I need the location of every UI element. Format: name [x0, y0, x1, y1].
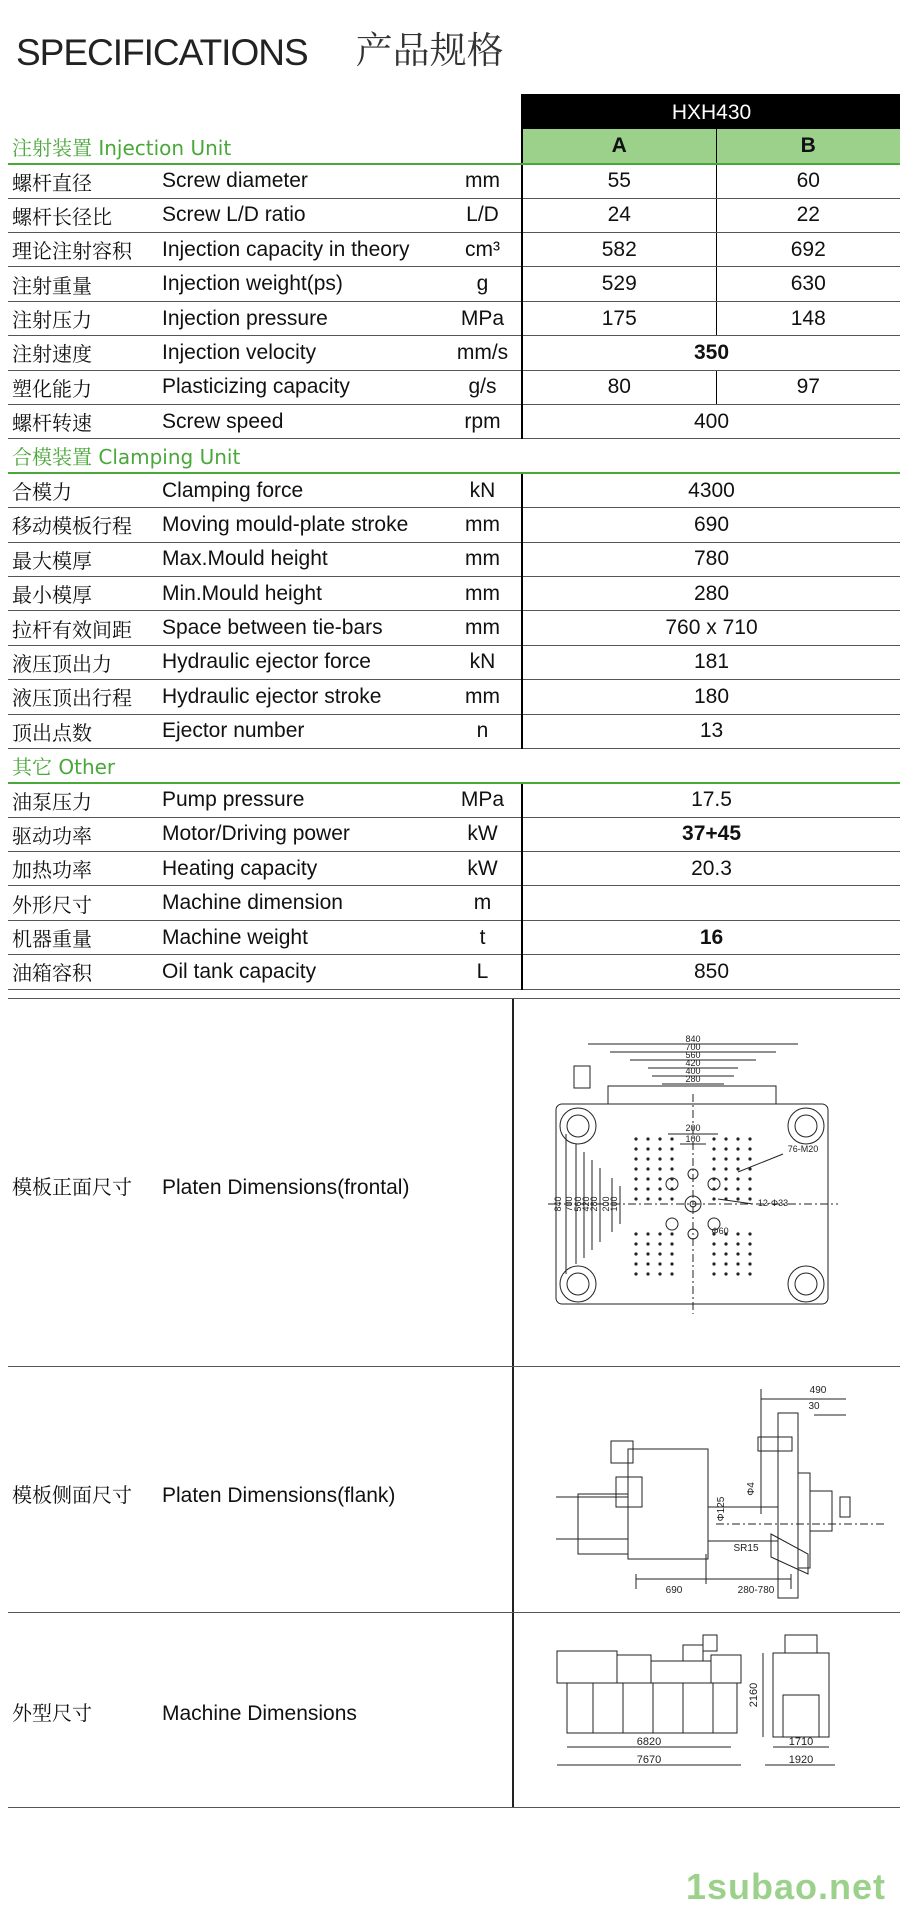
dim-280-780: 280-780 — [737, 1585, 775, 1596]
spec-unit: g — [444, 267, 522, 301]
spec-value-a: 55 — [522, 164, 716, 198]
spec-unit: t — [444, 920, 522, 954]
threaded-hole-dot — [748, 1272, 751, 1275]
threaded-hole-dot — [748, 1167, 751, 1170]
threaded-hole-dot — [736, 1187, 739, 1190]
dim-1710: 1710 — [788, 1736, 814, 1748]
spec-value: 780 — [522, 542, 900, 576]
column-b-header: B — [716, 129, 900, 163]
spec-name-cn: 螺杆转速 — [8, 405, 158, 439]
threaded-hole-dot — [670, 1197, 673, 1200]
spec-value-b: 22 — [716, 198, 900, 232]
threaded-hole-dot — [748, 1252, 751, 1255]
spec-name-en: Screw L/D ratio — [158, 198, 444, 232]
section-header — [8, 439, 900, 473]
dim-30: 30 — [808, 1401, 820, 1412]
spec-name-en: Heating capacity — [158, 852, 444, 886]
spec-value: 180 — [522, 680, 900, 714]
threaded-hole-dot — [658, 1232, 661, 1235]
spec-unit: mm — [444, 508, 522, 542]
spec-unit: kN — [444, 473, 522, 507]
spec-value: 350 — [522, 336, 900, 370]
threaded-hole-dot — [712, 1167, 715, 1170]
spec-value-a: 80 — [522, 370, 716, 404]
spec-value: 17.5 — [522, 783, 900, 817]
spec-name-en: Max.Mould height — [158, 542, 444, 576]
spec-table — [8, 94, 900, 990]
spec-name-cn: 螺杆直径 — [8, 164, 158, 198]
threaded-hole-dot — [712, 1242, 715, 1245]
spec-name-cn: 塑化能力 — [8, 370, 158, 404]
spec-name-cn: 顶出点数 — [8, 714, 158, 748]
spec-name-cn: 螺杆长径比 — [8, 198, 158, 232]
threaded-hole-dot — [634, 1232, 637, 1235]
table-row — [8, 817, 900, 851]
spec-value: 400 — [522, 405, 900, 439]
dim-840-left: 840 — [553, 1196, 563, 1212]
threaded-hole-dot — [646, 1197, 649, 1200]
threaded-hole-dot — [736, 1157, 739, 1160]
section-empty-cell — [522, 748, 900, 782]
spec-value: 690 — [522, 508, 900, 542]
spec-name-cn: 外形尺寸 — [8, 886, 158, 920]
threaded-hole-dot — [748, 1147, 751, 1150]
dim-100-top: 100 — [685, 1134, 701, 1144]
threaded-hole-dot — [724, 1167, 727, 1170]
dim-76-m20: 76-M20 — [787, 1144, 819, 1154]
spec-unit: mm — [444, 576, 522, 610]
spec-value: 13 — [522, 714, 900, 748]
dim-700-top: 700 — [685, 1042, 701, 1052]
dim-phi125: Φ125 — [716, 1496, 727, 1522]
model-name: HXH430 — [522, 95, 900, 129]
spec-name-en: Screw diameter — [158, 164, 444, 198]
dim-200-left: 200 — [601, 1196, 611, 1212]
threaded-hole-dot — [658, 1197, 661, 1200]
threaded-hole-dot — [658, 1147, 661, 1150]
threaded-hole-dot — [646, 1262, 649, 1265]
threaded-hole-dot — [724, 1197, 727, 1200]
table-row — [8, 405, 900, 439]
table-row — [8, 370, 900, 404]
table-row — [8, 886, 900, 920]
section-label: 注射装置 Injection Unit — [8, 129, 522, 163]
platen-frontal-drawing — [548, 1034, 858, 1329]
threaded-hole-dot — [748, 1262, 751, 1265]
drawing-row-flank — [8, 1366, 900, 1612]
threaded-hole-dot — [736, 1137, 739, 1140]
spec-unit: mm — [444, 611, 522, 645]
flank-label-en: Platen Dimensions(flank) — [162, 1484, 396, 1507]
title-en: SPECIFICATIONS — [16, 32, 308, 73]
dim-sr15: SR15 — [733, 1543, 759, 1554]
threaded-hole-dot — [646, 1177, 649, 1180]
spec-unit: mm — [444, 164, 522, 198]
threaded-hole-dot — [670, 1137, 673, 1140]
table-row — [8, 473, 900, 507]
spec-name-cn: 注射压力 — [8, 301, 158, 335]
section-label: 合模装置 Clamping Unit — [8, 439, 522, 473]
spec-unit: L/D — [444, 198, 522, 232]
dim-420-top: 420 — [685, 1058, 701, 1068]
column-a-header: A — [522, 129, 716, 163]
threaded-hole-dot — [658, 1157, 661, 1160]
threaded-hole-dot — [658, 1272, 661, 1275]
spec-name-en: Plasticizing capacity — [158, 370, 444, 404]
threaded-hole-dot — [670, 1242, 673, 1245]
spec-value-b: 97 — [716, 370, 900, 404]
threaded-hole-dot — [724, 1262, 727, 1265]
threaded-hole-dot — [634, 1147, 637, 1150]
table-row — [8, 645, 900, 679]
spec-unit: rpm — [444, 405, 522, 439]
spec-name-en: Hydraulic ejector force — [158, 645, 444, 679]
drawing-row-machine — [8, 1612, 900, 1807]
dim-phi4: Φ4 — [746, 1482, 757, 1496]
threaded-hole-dot — [748, 1157, 751, 1160]
threaded-hole-dot — [670, 1147, 673, 1150]
header-blank-cell — [8, 95, 522, 129]
threaded-hole-dot — [736, 1167, 739, 1170]
table-row — [8, 611, 900, 645]
spec-name-en: Injection weight(ps) — [158, 267, 444, 301]
spec-unit: kN — [444, 645, 522, 679]
dim-280-top: 280 — [685, 1074, 701, 1084]
spec-value: 37+45 — [522, 817, 900, 851]
spec-name-cn: 液压顶出行程 — [8, 680, 158, 714]
threaded-hole-dot — [670, 1272, 673, 1275]
threaded-hole-dot — [736, 1197, 739, 1200]
spec-value-a: 582 — [522, 233, 716, 267]
threaded-hole-dot — [748, 1177, 751, 1180]
spec-name-cn: 油箱容积 — [8, 955, 158, 989]
spec-value-b: 148 — [716, 301, 900, 335]
spec-unit: kW — [444, 817, 522, 851]
threaded-hole-dot — [634, 1157, 637, 1160]
spec-unit: mm/s — [444, 336, 522, 370]
spec-name-en: Space between tie-bars — [158, 611, 444, 645]
threaded-hole-dot — [646, 1252, 649, 1255]
spec-value: 4300 — [522, 473, 900, 507]
threaded-hole-dot — [724, 1252, 727, 1255]
threaded-hole-dot — [748, 1197, 751, 1200]
threaded-hole-dot — [658, 1262, 661, 1265]
spec-name-cn: 最小模厚 — [8, 576, 158, 610]
spec-name-en: Ejector number — [158, 714, 444, 748]
watermark: 1subao.net — [685, 1866, 886, 1907]
spec-name-en: Motor/Driving power — [158, 817, 444, 851]
threaded-hole-dot — [670, 1157, 673, 1160]
spec-unit: n — [444, 714, 522, 748]
spec-name-cn: 理论注射容积 — [8, 233, 158, 267]
spec-value: 850 — [522, 955, 900, 989]
threaded-hole-dot — [646, 1187, 649, 1190]
spec-name-cn: 驱动功率 — [8, 817, 158, 851]
table-row — [8, 301, 900, 335]
threaded-hole-dot — [646, 1137, 649, 1140]
dim-1920: 1920 — [788, 1754, 814, 1766]
dim-420-left: 420 — [581, 1196, 591, 1212]
spec-value: 181 — [522, 645, 900, 679]
spec-name-en: Oil tank capacity — [158, 955, 444, 989]
spec-value: 16 — [522, 920, 900, 954]
threaded-hole-dot — [634, 1167, 637, 1170]
section-label: 其它 Other — [8, 748, 522, 782]
threaded-hole-dot — [712, 1177, 715, 1180]
drawing-row-frontal — [8, 998, 900, 1366]
table-row — [8, 852, 900, 886]
table-row — [8, 233, 900, 267]
threaded-hole-dot — [646, 1147, 649, 1150]
threaded-hole-dot — [634, 1242, 637, 1245]
table-row — [8, 920, 900, 954]
threaded-hole-dot — [748, 1242, 751, 1245]
spec-name-en: Injection capacity in theory — [158, 233, 444, 267]
threaded-hole-dot — [646, 1242, 649, 1245]
threaded-hole-dot — [658, 1167, 661, 1170]
frontal-label-en: Platen Dimensions(frontal) — [162, 1176, 410, 1199]
spec-name-cn: 拉杆有效间距 — [8, 611, 158, 645]
threaded-hole-dot — [712, 1157, 715, 1160]
spec-value-a: 529 — [522, 267, 716, 301]
threaded-hole-dot — [670, 1262, 673, 1265]
spec-value-b: 60 — [716, 164, 900, 198]
dim-840-top: 840 — [685, 1034, 701, 1044]
spec-name-en: Machine dimension — [158, 886, 444, 920]
spec-unit: L — [444, 955, 522, 989]
threaded-hole-dot — [712, 1252, 715, 1255]
spec-name-cn: 最大模厚 — [8, 542, 158, 576]
threaded-hole-dot — [658, 1242, 661, 1245]
spec-unit: MPa — [444, 783, 522, 817]
spec-unit: g/s — [444, 370, 522, 404]
threaded-hole-dot — [670, 1232, 673, 1235]
spec-unit: mm — [444, 542, 522, 576]
dim-700-left: 700 — [564, 1196, 574, 1212]
dim-400-top: 400 — [685, 1066, 701, 1076]
threaded-hole-dot — [712, 1187, 715, 1190]
spec-name-en: Injection pressure — [158, 301, 444, 335]
spec-value: 760 x 710 — [522, 611, 900, 645]
spec-unit: MPa — [444, 301, 522, 335]
threaded-hole-dot — [748, 1137, 751, 1140]
spec-value-b: 630 — [716, 267, 900, 301]
threaded-hole-dot — [670, 1177, 673, 1180]
table-row — [8, 267, 900, 301]
spec-name-en: Moving mould-plate stroke — [158, 508, 444, 542]
machine-label-cn: 外型尺寸 — [12, 1701, 92, 1725]
table-row — [8, 164, 900, 198]
threaded-hole-dot — [724, 1157, 727, 1160]
spec-name-en: Injection velocity — [158, 336, 444, 370]
threaded-hole-dot — [724, 1147, 727, 1150]
spec-name-cn: 液压顶出力 — [8, 645, 158, 679]
spec-value: 280 — [522, 576, 900, 610]
spec-value — [522, 886, 900, 920]
threaded-hole-dot — [634, 1252, 637, 1255]
spec-name-cn: 油泵压力 — [8, 783, 158, 817]
dim-6820: 6820 — [636, 1736, 662, 1748]
table-row — [8, 336, 900, 370]
spec-unit: cm³ — [444, 233, 522, 267]
dim-7670: 7670 — [636, 1754, 662, 1766]
dim-560-left: 560 — [573, 1196, 583, 1212]
spec-unit: kW — [444, 852, 522, 886]
spec-unit: mm — [444, 680, 522, 714]
page-header — [16, 14, 504, 74]
spec-name-en: Hydraulic ejector stroke — [158, 680, 444, 714]
section-header — [8, 129, 900, 163]
spec-name-en: Clamping force — [158, 473, 444, 507]
threaded-hole-dot — [724, 1242, 727, 1245]
threaded-hole-dot — [736, 1252, 739, 1255]
dim-200-top: 200 — [685, 1123, 701, 1133]
threaded-hole-dot — [736, 1272, 739, 1275]
threaded-hole-dot — [646, 1157, 649, 1160]
section-empty-cell — [522, 439, 900, 473]
threaded-hole-dot — [736, 1262, 739, 1265]
threaded-hole-dot — [658, 1177, 661, 1180]
platen-flank-drawing — [556, 1379, 886, 1604]
table-row — [8, 680, 900, 714]
spec-name-cn: 注射速度 — [8, 336, 158, 370]
dim-560-top: 560 — [685, 1050, 701, 1060]
threaded-hole-dot — [670, 1187, 673, 1190]
table-row — [8, 955, 900, 989]
table-row — [8, 576, 900, 610]
threaded-hole-dot — [736, 1147, 739, 1150]
spec-value-a: 175 — [522, 301, 716, 335]
threaded-hole-dot — [712, 1137, 715, 1140]
spec-unit: m — [444, 886, 522, 920]
table-row — [8, 714, 900, 748]
threaded-hole-dot — [646, 1167, 649, 1170]
threaded-hole-dot — [712, 1197, 715, 1200]
spec-name-cn: 移动模板行程 — [8, 508, 158, 542]
threaded-hole-dot — [748, 1187, 751, 1190]
machine-dimensions-drawing — [553, 1625, 893, 1795]
title-cn: 产品规格 — [355, 29, 504, 72]
threaded-hole-dot — [658, 1252, 661, 1255]
threaded-hole-dot — [736, 1242, 739, 1245]
threaded-hole-dot — [736, 1177, 739, 1180]
table-model-row — [8, 95, 900, 129]
threaded-hole-dot — [712, 1272, 715, 1275]
threaded-hole-dot — [724, 1187, 727, 1190]
spec-name-cn: 注射重量 — [8, 267, 158, 301]
spec-name-cn: 机器重量 — [8, 920, 158, 954]
threaded-hole-dot — [646, 1272, 649, 1275]
dim-690: 690 — [665, 1585, 683, 1596]
dim-2160: 2160 — [748, 1682, 760, 1708]
table-row — [8, 783, 900, 817]
spec-name-cn: 合模力 — [8, 473, 158, 507]
threaded-hole-dot — [670, 1167, 673, 1170]
spec-name-en: Pump pressure — [158, 783, 444, 817]
dim-12-phi33: 12-Φ33 — [757, 1198, 789, 1208]
spec-value-a: 24 — [522, 198, 716, 232]
threaded-hole-dot — [736, 1232, 739, 1235]
threaded-hole-dot — [646, 1232, 649, 1235]
spec-name-en: Min.Mould height — [158, 576, 444, 610]
threaded-hole-dot — [634, 1272, 637, 1275]
spec-value-b: 692 — [716, 233, 900, 267]
dim-490: 490 — [809, 1385, 827, 1396]
threaded-hole-dot — [748, 1232, 751, 1235]
flank-label-cn: 模板侧面尺寸 — [12, 1483, 132, 1507]
threaded-hole-dot — [634, 1197, 637, 1200]
table-row — [8, 508, 900, 542]
dim-phi60: Φ60 — [711, 1226, 729, 1236]
machine-label-en: Machine Dimensions — [162, 1702, 357, 1725]
threaded-hole-dot — [658, 1137, 661, 1140]
threaded-hole-dot — [724, 1272, 727, 1275]
spec-value: 20.3 — [522, 852, 900, 886]
threaded-hole-dot — [670, 1252, 673, 1255]
threaded-hole-dot — [634, 1187, 637, 1190]
threaded-hole-dot — [724, 1177, 727, 1180]
spec-name-en: Screw speed — [158, 405, 444, 439]
dim-100-left: 100 — [609, 1196, 619, 1212]
threaded-hole-dot — [712, 1262, 715, 1265]
spec-name-en: Machine weight — [158, 920, 444, 954]
frontal-label-cn: 模板正面尺寸 — [12, 1175, 132, 1199]
section-header — [8, 748, 900, 782]
threaded-hole-dot — [634, 1262, 637, 1265]
threaded-hole-dot — [658, 1187, 661, 1190]
dim-280-left: 280 — [589, 1196, 599, 1212]
spec-name-cn: 加热功率 — [8, 852, 158, 886]
threaded-hole-dot — [724, 1137, 727, 1140]
table-row — [8, 542, 900, 576]
table-row — [8, 198, 900, 232]
threaded-hole-dot — [634, 1177, 637, 1180]
threaded-hole-dot — [712, 1147, 715, 1150]
threaded-hole-dot — [634, 1137, 637, 1140]
